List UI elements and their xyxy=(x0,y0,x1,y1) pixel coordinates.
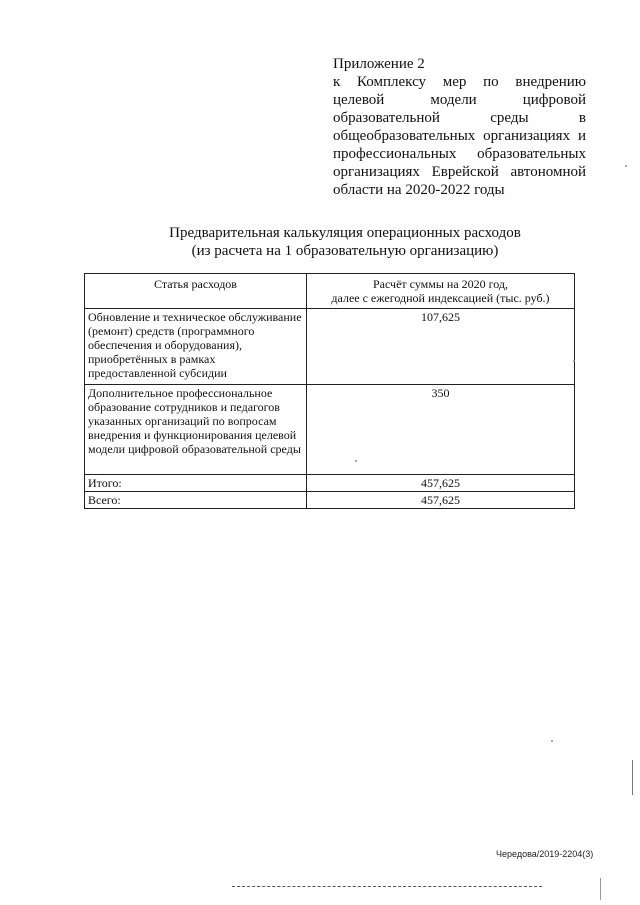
document-code: Чередова/2019-2204(3) xyxy=(496,849,594,859)
expense-item-cell: Дополнительное профессиональное образование сотрудников и педагогов указанных организаций по вопросам внедрения и функционирования целевой модели цифровой образовательной среды xyxy=(85,385,307,475)
scan-speck xyxy=(355,460,357,462)
scan-speck xyxy=(625,165,627,167)
heading-line-1: Предварительная калькуляция операционных расходов xyxy=(169,225,521,241)
scan-artifact-line xyxy=(232,886,542,888)
heading-line-2: (из расчета на 1 образовательную организацию) xyxy=(191,243,499,259)
header-amount-line-1: Расчёт суммы на 2020 год, xyxy=(372,277,509,291)
table-header-row xyxy=(85,274,575,309)
document-heading xyxy=(150,224,540,260)
header-amount-line-2: далее с ежегодной индексацией (тыс. руб.) xyxy=(331,291,550,305)
header-amount xyxy=(307,274,575,309)
total-value: 457,625 xyxy=(307,492,575,509)
subtotal-row xyxy=(85,475,575,492)
scan-speck xyxy=(551,740,553,742)
total-row xyxy=(85,492,575,509)
subtotal-label: Итого: xyxy=(85,475,307,492)
appendix-block xyxy=(333,55,586,199)
appendix-description: к Комплексу мер по внедрению целевой модели цифровой образовательной среды в общеобразовательных организациях и профессиональных образовательных организациях Еврейской автономной области на 2020-2022 годы xyxy=(333,74,586,198)
expense-value-cell: 350 xyxy=(307,385,575,475)
appendix-title: Приложение 2 xyxy=(333,56,425,72)
expense-value-cell: 107,625 xyxy=(307,309,575,385)
scan-artifact-edge xyxy=(632,760,633,795)
table-row xyxy=(85,385,575,475)
subtotal-value: 457,625 xyxy=(307,475,575,492)
table-row xyxy=(85,309,575,385)
expense-table xyxy=(84,273,575,509)
total-label: Всего: xyxy=(85,492,307,509)
expense-item-cell: Обновление и техническое обслуживание (ремонт) средств (программного обеспечения и оборудования), приобретённых в рамках предоставленной субсидии xyxy=(85,309,307,385)
scan-speck xyxy=(573,360,575,362)
header-expense-item: Статья расходов xyxy=(85,274,307,309)
scan-artifact-edge xyxy=(600,878,601,900)
